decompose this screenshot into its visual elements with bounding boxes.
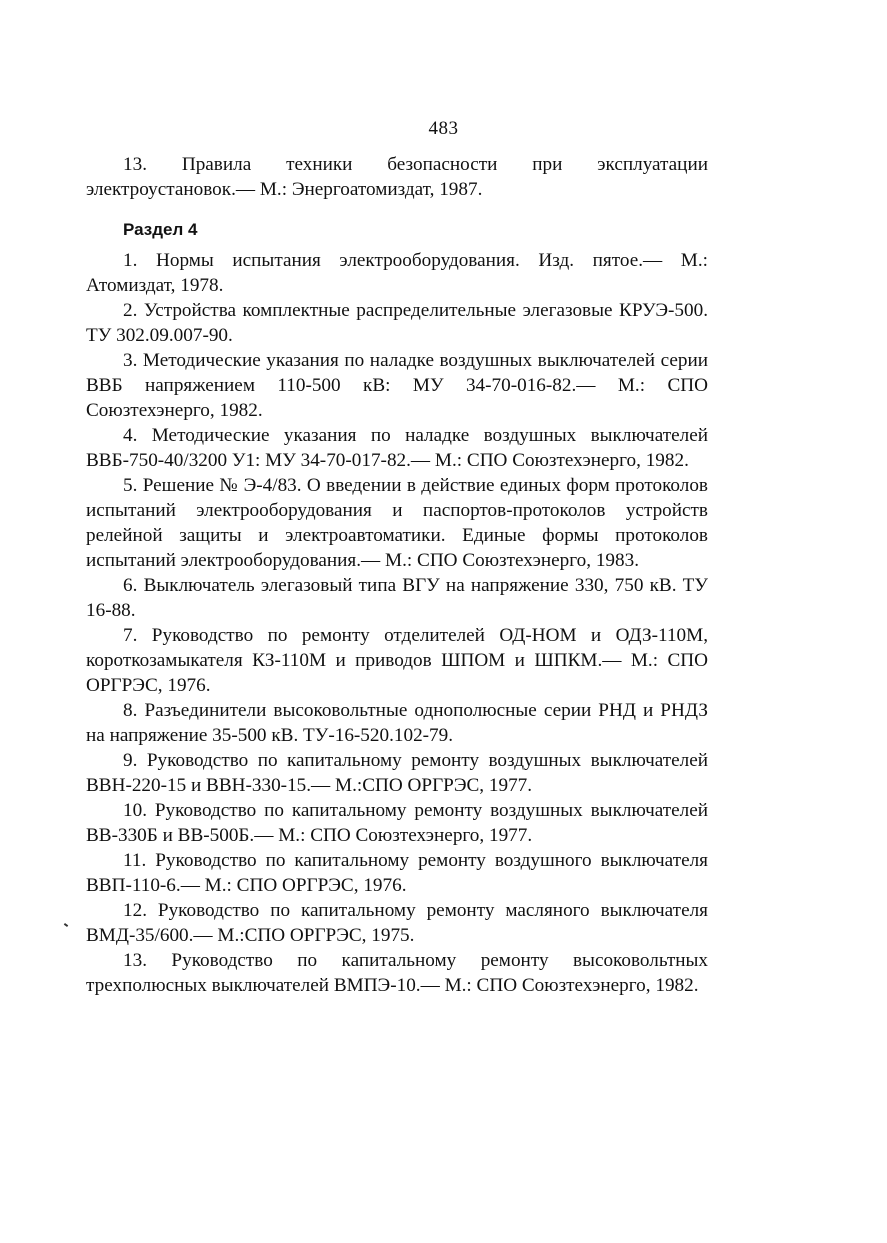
reference-entry: 9. Руководство по капитальному ремонту воздушных выключателей ВВН-220-15 и ВВН-330-15.— М.:СПО ОРГРЭС, 1977. [86, 750, 708, 796]
reference-list [86, 248, 708, 998]
reference-entry: 11. Руководство по капитальному ремонту воздушного выключателя ВВП-110-6.— М.: СПО ОРГРЭС, 1976. [86, 850, 708, 896]
reference-entry: 8. Разъединители высоковольтные однополюсные серии РНД и РНДЗ на напряжение 35-500 кВ. ТУ-16-520.102-79. [86, 700, 708, 746]
reference-entry: 12. Руководство по капитальному ремонту масляного выключателя ВМД-35/600.— М.:СПО ОРГРЭС, 1975. [86, 900, 708, 946]
reference-entry: 6. Выключатель элегазовый типа ВГУ на напряжение 330, 750 кВ. ТУ 16-88. [86, 575, 708, 621]
reference-entry: 13. Правила техники безопасности при эксплуатации электроустановок.— М.: Энергоатомиздат, 1987. [86, 154, 708, 200]
reference-entry: 13. Руководство по капитальному ремонту высоковольтных трехполюсных выключателей ВМПЭ-10.— М.: СПО Союзтехэнерго, 1982. [86, 950, 708, 996]
reference-entry: 5. Решение № Э-4/83. О введении в действие единых форм протоколов испытаний электрооборудования и паспортов-протоколов устройств релейной защиты и электроавтоматики. Единые формы протоколов испытаний электрооборудования.— М.: СПО Союзтехэнерго, 1983. [86, 475, 708, 571]
reference-entry: 3. Методические указания по наладке воздушных выключателей серии ВВБ напряжением 110-500 кВ: МУ 34-70-016-82.— М.: СПО Союзтехэнерго, 1982. [86, 350, 708, 421]
reference-entry: 7. Руководство по ремонту отделителей ОД-НОМ и ОДЗ-110М, короткозамыкателя КЗ-110М и приводов ШПОМ и ШПКМ.— М.: СПО ОРГРЭС, 1976. [86, 625, 708, 696]
section-heading: Раздел 4 [123, 220, 198, 239]
reference-entry: 1. Нормы испытания электрооборудования. Изд. пятое.— М.: Атомиздат, 1978. [86, 250, 708, 296]
page-content [86, 152, 708, 998]
reference-entry: 10. Руководство по капитальному ремонту воздушных выключателей ВВ-330Б и ВВ-500Б.— М.: СПО Союзтехэнерго, 1977. [86, 800, 708, 846]
reference-entry: 2. Устройства комплектные распределительные элегазовые КРУЭ-500. ТУ 302.09.007-90. [86, 300, 708, 346]
reference-entry: 4. Методические указания по наладке воздушных выключателей ВВБ-750-40/3200 У1: МУ 34-70-017-82.— М.: СПО Союзтехэнерго, 1982. [86, 425, 708, 471]
page-number: 483 [428, 118, 459, 139]
scan-speck [64, 923, 68, 927]
